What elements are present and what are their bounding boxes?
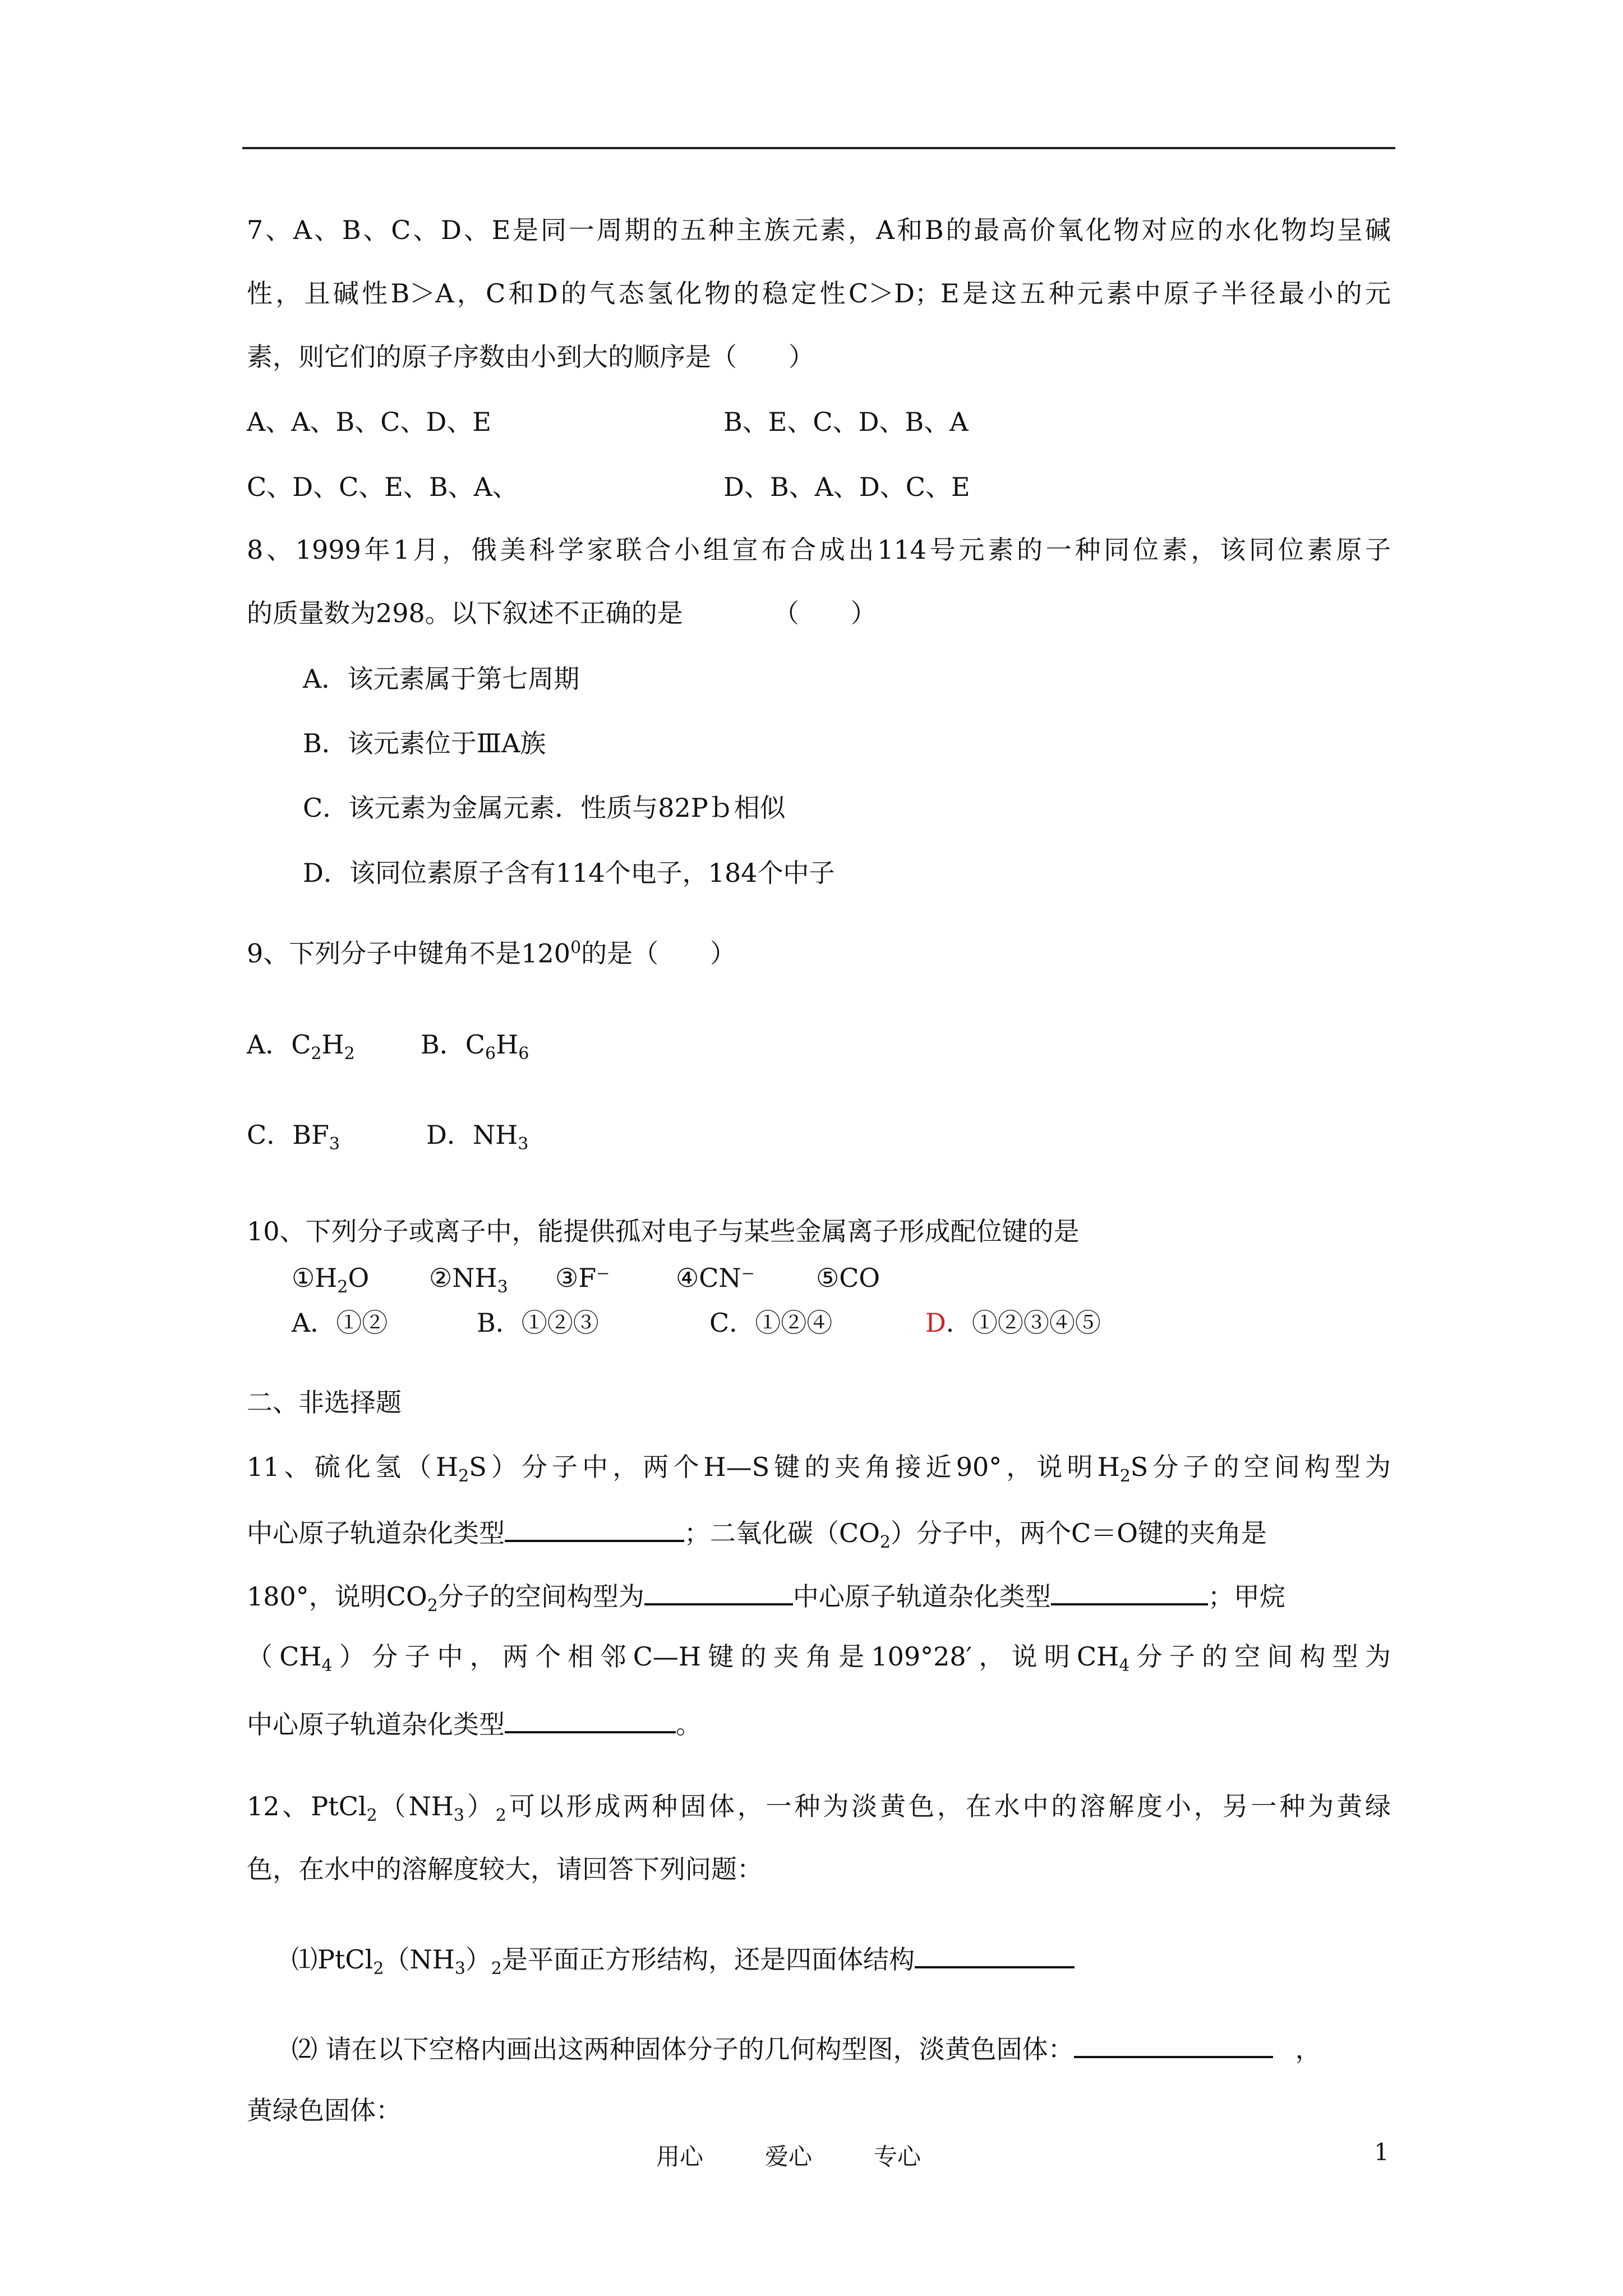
answer-blank[interactable] [644,1576,793,1605]
page-footer [0,2138,1623,2172]
q12-line-1: 12、$PtCl_2(NH_3)_2$可以形成两种固体，一种为淡黄色，在水中的溶解度小，另一种为黄绿 [247,1791,1391,1826]
q10-item-5: ⑤CO [816,1263,880,1293]
q7-option-a: A、A、B、C、D、E [247,407,491,437]
q7-option-c: C、D、C、E、B、A、 [247,472,518,502]
q8-line-2: 的质量数为298。以下叙述不正确的是 （ ） [247,598,877,628]
answer-blank[interactable] [505,1513,684,1542]
header-rule [242,147,1395,149]
q10-item-1: $①H_2O$ [292,1263,370,1297]
q8-option-b: B．该元素位于ⅢA族 [303,728,546,758]
q10-item-3: ③F⁻ [555,1263,610,1293]
q12-part-1: $⑴PtCl_2(NH_3)_2$是平面正方形结构，还是四面体结构 [292,1939,1075,1986]
q8-option-c: C．该元素为金属元素．性质与82Pｂ相似 [303,793,786,823]
q9-option-d: D．$NH_3$ [426,1120,529,1154]
q10-option-d: D．①②③④⑤ [925,1308,1101,1338]
q12-part-2-continued: 黄绿色固体： [247,2095,402,2125]
q9-option-a: A．$C_2H_2$ [247,1029,355,1064]
answer-blank[interactable] [1074,2029,1273,2058]
q7-line-1: 7、A、B、C、D、E是同一周期的五种主族元素，A和B的最高价氧化物对应的水化物均呈碱 [247,215,1391,245]
q9-option-b: B．$C_6H_6$ [421,1029,529,1064]
footer-motto: 用心 爱心 专心 [656,2143,921,2170]
q7-option-d: D、B、A、D、C、E [723,472,970,502]
page-number: 1 [1374,2138,1389,2166]
q11-line-1: 11、硫化氢$(H_2S)$分子中，两个H—S键的夹角接近90°，说明$H_2S$分子的空间构型为 [247,1452,1391,1487]
section-heading: 二、非选择题 [247,1387,402,1418]
answer-blank[interactable] [1051,1576,1208,1605]
q11-line-2: 中心原子轨道杂化类型 ；二氧化碳$(CO_2)$分子中，两个C＝O键的夹角是 [247,1513,1267,1559]
q10-option-c: C．①②④ [709,1308,833,1338]
q8-line-1: 8、1999年1月，俄美科学家联合小组宣布合成出114号元素的一种同位素，该同位素原子 [247,535,1391,565]
q11-line-3: 180°，说明$CO_2$分子的空间构型为 中心原子轨道杂化类型 ；甲烷 [247,1576,1285,1623]
q9-stem: 9、下列分子中键角不是$120^0$的是（ ） [247,938,736,969]
q10-option-a: A．①② [292,1308,388,1338]
q10-answer-mark: D [925,1308,946,1338]
q9-option-c: C．$BF_3$ [247,1120,340,1154]
q10-item-2: $②NH_3$ [429,1263,508,1297]
q7-line-2: 性，且碱性B＞A，C和D的气态氢化物的稳定性C＞D；E是这五种元素中原子半径最小的元 [247,278,1391,309]
q12-line-2: 色，在水中的溶解度较大，请回答下列问题： [247,1854,763,1884]
answer-blank[interactable] [505,1704,676,1733]
q8-option-d: D．该同位素原子含有114个电子，184个中子 [303,858,835,888]
q10-option-b: B．①②③ [477,1308,599,1338]
answer-blank[interactable] [915,1939,1075,1968]
q10-item-4: ④CN⁻ [676,1263,755,1293]
q10-stem: 10、下列分子或离子中，能提供孤对电子与某些金属离子形成配位键的是 [247,1216,1080,1246]
q7-line-3: 素，则它们的原子序数由小到大的顺序是（ ） [247,342,814,372]
q12-part-2: ⑵ 请在以下空格内画出这两种固体分子的几何构型图，淡黄色固体： ， [292,2029,1321,2066]
q8-option-a: A．该元素属于第七周期 [303,664,580,694]
q7-option-b: B、E、C、D、B、A [723,407,969,437]
q11-line-5: 中心原子轨道杂化类型 。 [247,1704,702,1741]
q11-line-4: $(CH_4)$分子中，两个相邻C—H键的夹角是109°28′，说明$CH_4$分子的空间构型为 [247,1641,1391,1676]
